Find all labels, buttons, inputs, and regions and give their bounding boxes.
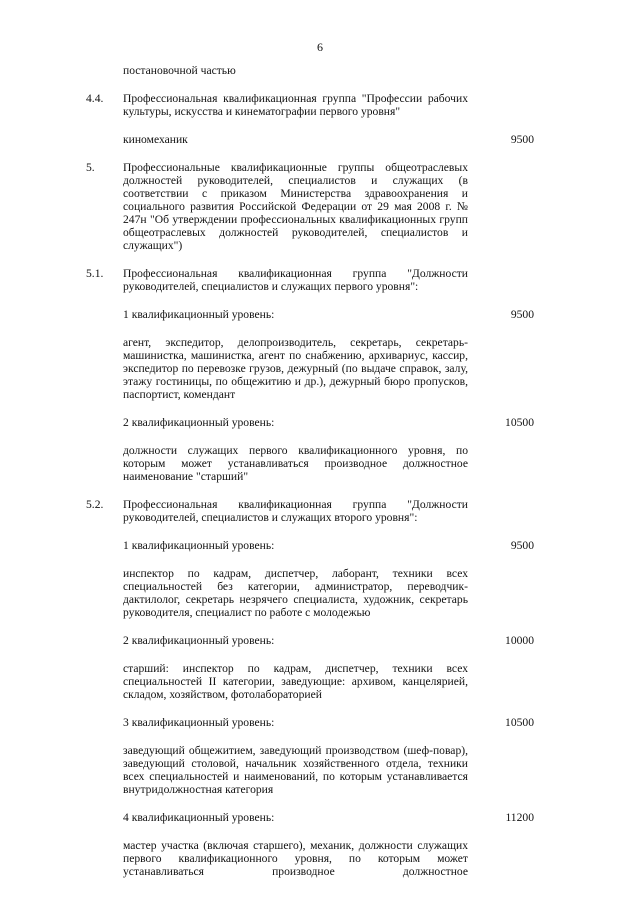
salary-value: 9500 bbox=[510, 539, 534, 552]
section-title: Профессиональная квалификационная группа "Профессии рабочих культуры, искусства и кинематографии первого уровня" bbox=[123, 92, 468, 118]
row-spacer bbox=[0, 647, 640, 662]
paragraph: мастер участка (включая старшего), механик, должности служащих первого квалификационного уровня, по которым может устанавливаться производное должностное bbox=[123, 839, 468, 878]
section-number: 5.1. bbox=[86, 267, 104, 280]
section-row bbox=[0, 267, 640, 293]
text-row bbox=[0, 64, 640, 77]
row-spacer bbox=[0, 401, 640, 416]
salary-value: 10500 bbox=[505, 416, 534, 429]
row-spacer bbox=[0, 252, 640, 267]
paragraph: заведующий общежитием, заведующий производством (шеф-повар), заведующий столовой, начальник хозяйственного отдела, техники всех специальностей и наименований, по которым устанавливается внутридолжностная категория bbox=[123, 744, 468, 796]
row-spacer bbox=[0, 552, 640, 567]
row-spacer bbox=[0, 796, 640, 811]
level-label: 1 квалификационный уровень: bbox=[123, 308, 275, 321]
paragraph: старший: инспектор по кадрам, диспетчер, техники всех специальностей II категории, заведующие: архивом, канцелярией, складом, хозяйством, фотолабораторией bbox=[123, 662, 468, 701]
row-spacer bbox=[0, 524, 640, 539]
paragraph: должности служащих первого квалификационного уровня, по которым может устанавливаться производное должностное наименование "старший" bbox=[123, 444, 468, 483]
level-row bbox=[0, 716, 640, 729]
salary-value: 9500 bbox=[510, 133, 534, 146]
level-row bbox=[0, 416, 640, 429]
row-spacer bbox=[0, 293, 640, 308]
row-spacer bbox=[0, 701, 640, 716]
section-number: 5. bbox=[86, 161, 95, 174]
page-number: 6 bbox=[317, 40, 323, 54]
section-title: Профессиональные квалификационные группы общеотраслевых должностей руководителей, специалистов и служащих (в соответствии с приказом Министерства здравоохранения и социального развития Российской Федерации от 29 мая 2008 г. № 247н "Об утверждении профессиональных квалификационных групп общеотраслевых должностей руководителей, специалистов и служащих") bbox=[123, 161, 468, 252]
row-spacer bbox=[0, 429, 640, 444]
row-spacer bbox=[0, 118, 640, 133]
row-spacer bbox=[0, 77, 640, 92]
text-row bbox=[0, 336, 640, 401]
level-row bbox=[0, 811, 640, 824]
section-title: Профессиональная квалификационная группа "Должности руководителей, специалистов и служащих второго уровня": bbox=[123, 498, 468, 524]
row-spacer bbox=[0, 483, 640, 498]
level-label: 4 квалификационный уровень: bbox=[123, 811, 275, 824]
salary-value: 11200 bbox=[505, 811, 534, 824]
section-row bbox=[0, 161, 640, 252]
paragraph: инспектор по кадрам, диспетчер, лаборант, техники всех специальностей без категории, администратор, переводчик-дактилолог, секретарь незрячего специалиста, художник, секретарь руководителя, специалист по работе с молодежью bbox=[123, 567, 468, 619]
section-row bbox=[0, 92, 640, 118]
level-label: 3 квалификационный уровень: bbox=[123, 716, 275, 729]
text-row bbox=[0, 662, 640, 701]
text-row bbox=[0, 839, 640, 878]
text-row bbox=[0, 744, 640, 796]
section-number: 4.4. bbox=[86, 92, 104, 105]
salary-value: 10000 bbox=[505, 634, 534, 647]
document-body bbox=[0, 64, 640, 878]
level-row bbox=[0, 133, 640, 146]
row-spacer bbox=[0, 824, 640, 839]
text-row bbox=[0, 567, 640, 619]
level-label: 1 квалификационный уровень: bbox=[123, 539, 275, 552]
section-row bbox=[0, 498, 640, 524]
section-title: Профессиональная квалификационная группа "Должности руководителей, специалистов и служащих первого уровня": bbox=[123, 267, 468, 293]
salary-value: 10500 bbox=[505, 716, 534, 729]
salary-value: 9500 bbox=[510, 308, 534, 321]
row-spacer bbox=[0, 146, 640, 161]
paragraph: постановочной частью bbox=[123, 64, 236, 77]
row-spacer bbox=[0, 619, 640, 634]
level-row bbox=[0, 308, 640, 321]
row-spacer bbox=[0, 729, 640, 744]
row-spacer bbox=[0, 321, 640, 336]
level-row bbox=[0, 634, 640, 647]
paragraph: агент, экспедитор, делопроизводитель, секретарь, секретарь-машинистка, машинистка, агент по снабжению, архивариус, кассир, экспедитор по перевозке грузов, дежурный (по выдаче справок, залу, этажу гостиницы, по общежитию и др.), дежурный бюро пропусков, паспортист, комендант bbox=[123, 336, 468, 401]
section-number: 5.2. bbox=[86, 498, 104, 511]
level-row bbox=[0, 539, 640, 552]
level-label: 2 квалификационный уровень: bbox=[123, 634, 275, 647]
text-row bbox=[0, 444, 640, 483]
level-label: 2 квалификационный уровень: bbox=[123, 416, 275, 429]
level-label: киномеханик bbox=[123, 133, 188, 146]
